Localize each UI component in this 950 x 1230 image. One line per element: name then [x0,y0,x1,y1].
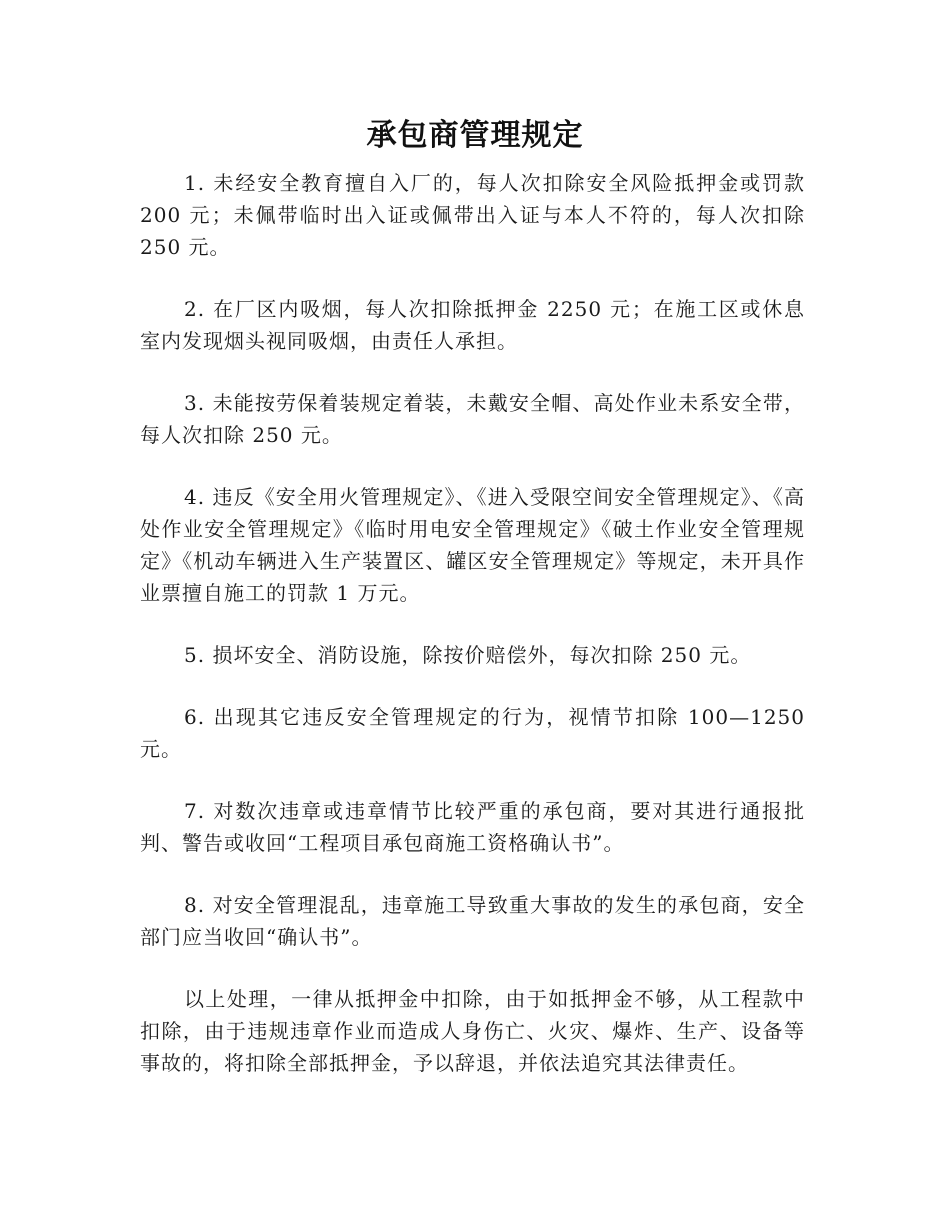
rule-paragraph-8: 8. 对安全管理混乱，违章施工导致重大事故的发生的承包商，安全部门应当收回“确认书”。 [140,893,805,949]
rule-paragraph-5: 5. 损坏安全、消防设施，除按价赔偿外，每次扣除 250 元。 [184,643,752,667]
rule-paragraph-1: 1. 未经安全教育擅自入厂的，每人次扣除安全风险抵押金或罚款 200 元；未佩带临时出入证或佩带出入证与本人不符的，每人次扣除 250 元。 [140,171,805,259]
document-title: 承包商管理规定 [366,118,584,153]
rule-paragraph-3: 3. 未能按劳保着装规定着装，未戴安全帽、高处作业未系安全带，每人次扣除 250 元。 [140,391,805,447]
rule-paragraph-4: 4. 违反《安全用火管理规定》、《进入受限空间安全管理规定》、《高处作业安全管理规定》《临时用电安全管理规定》《破土作业安全管理规定》《机动车辆进入生产装置区、罐区安全管理规定》等规定，未开具作业票擅自施工的罚款 1 万元。 [140,485,805,605]
rule-paragraph-7: 7. 对数次违章或违章情节比较严重的承包商，要对其进行通报批判、警告或收回“工程项目承包商施工资格确认书”。 [140,799,805,855]
rule-paragraph-6: 6. 出现其它违反安全管理规定的行为，视情节扣除 100—1250 元。 [140,705,805,761]
rule-paragraph-2: 2. 在厂区内吸烟，每人次扣除抵押金 2250 元；在施工区或休息室内发现烟头视同吸烟，由责任人承担。 [140,297,805,353]
document-body [140,167,805,1079]
closing-paragraph: 以上处理，一律从抵押金中扣除，由于如抵押金不够，从工程款中扣除，由于违规违章作业而造成人身伤亡、火灾、爆炸、生产、设备等事故的，将扣除全部抵押金，予以辞退，并依法追究其法律责任。 [140,987,805,1075]
